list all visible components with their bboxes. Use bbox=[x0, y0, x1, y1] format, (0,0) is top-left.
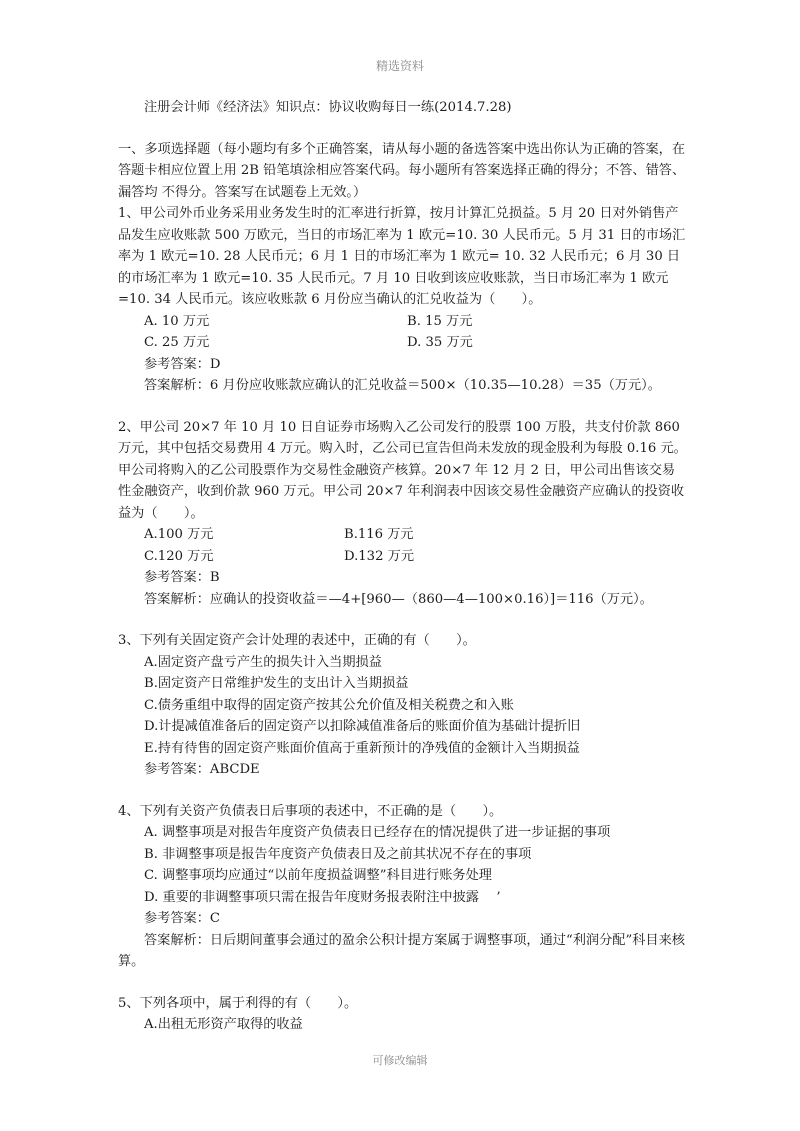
option-e: E.持有待售的固定资产账面价值高于重新预计的净残值的金额计入当期损益 bbox=[144, 740, 580, 756]
option-a: A. 10 万元 bbox=[144, 313, 210, 329]
reference-answer: 参考答案：B bbox=[144, 570, 220, 585]
option-d: D.132 万元 bbox=[344, 548, 415, 564]
option-b: B.116 万元 bbox=[344, 527, 414, 542]
option-c: C. 25 万元 bbox=[144, 335, 210, 350]
option-a: A.100 万元 bbox=[144, 527, 214, 542]
page-footer: 可修改编辑 bbox=[372, 1054, 428, 1067]
reference-answer: 参考答案：ABCDE bbox=[144, 762, 260, 777]
option-a: A.固定资产盘亏产生的损失计入当期损益 bbox=[144, 654, 382, 670]
question-5 bbox=[118, 993, 688, 1036]
option-b: B.固定资产日常维护发生的支出计入当期损益 bbox=[144, 676, 409, 691]
question-2 bbox=[118, 417, 688, 611]
question-1 bbox=[118, 203, 688, 397]
option-b: B. 15 万元 bbox=[407, 313, 473, 329]
question-stem: 1、甲公司外币业务采用业务发生时的汇率进行折算，按月计算汇兑损益。5 月 20 日对外销售产品发生应收账款 500 万欧元，当日的市场汇率为 1 欧元=10. 30 人民币元。5 月 31 日的市场汇率为 1 欧元=10. 28 人民币元；6 月 1 日的市场汇率为 1 欧元= 10. 32 人民币元；6 月 30 日的市场汇率为 1 欧元=10. 35 人民币元。7 月 10 日收到该应收账款，当日市场汇率为 1 欧元=10. 34 人民币元。该应收账款 6 月份应当确认的汇兑收益为（ ）。 bbox=[118, 206, 686, 307]
answer-analysis: 答案解析：6 月份应收账款应确认的汇兑收益＝500×（10.35—10.28）＝35（万元）。 bbox=[144, 378, 661, 393]
question-3 bbox=[118, 630, 688, 781]
question-stem: 2、甲公司 20×7 年 10 月 10 日自证券市场购入乙公司发行的股票 100 万股，共支付价款 860 万元，其中包括交易费用 4 万元。购入时，乙公司已宣告但尚未发放的现金股利为每股 0.16 元。甲公司将购入的乙公司股票作为交易性金融资产核算。20×7 年 12 月 2 日，甲公司出售该交易性金融资产，收到价款 960 万元。甲公司 20×7 年利润表中因该交易性金融资产应确认的投资收益为（ ）。 bbox=[118, 419, 687, 521]
option-a: A. 调整事项是对报告年度资产负债表日已经存在的情况提供了进一步证据的事项 bbox=[144, 825, 611, 840]
option-b: B. 非调整事项是报告年度资产负债表日及之前其状况不存在的事项 bbox=[144, 846, 532, 862]
reference-answer: 参考答案：D bbox=[144, 356, 221, 372]
reference-answer: 参考答案：C bbox=[144, 911, 221, 926]
option-d: D. 重要的非调整事项只需在报告年度财务报表附注中披露 ’ bbox=[144, 889, 501, 905]
option-a: A.出租无形资产取得的收益 bbox=[144, 1017, 303, 1032]
section-intro: 一、多项选择题（每小题均有多个正确答案，请从每小题的备选答案中选出你认为正确的答案，在答题卡相应位置上用 2B 铅笔填涂相应答案代码。每小题所有答案选择正确的得分；不答、错答、漏答均 不得分。答案写在试题卷上无效。） bbox=[118, 141, 686, 200]
option-d: D. 35 万元 bbox=[407, 335, 473, 350]
option-c: C.债务重组中取得的固定资产按其公允价值及相关税费之和入账 bbox=[144, 697, 514, 713]
question-stem: 3、下列有关固定资产会计处理的表述中，正确的有（ ）。 bbox=[118, 633, 476, 648]
answer-analysis: 答案解析：应确认的投资收益＝—4+[960—（860—4—100×0.16）]＝116（万元）。 bbox=[144, 591, 653, 607]
question-stem: 4、下列有关资产负债表日后事项的表述中，不正确的是（ ）。 bbox=[118, 803, 503, 819]
document-title: 注册会计师《经济法》知识点：协议收购每日一练(2014.7.28) bbox=[144, 100, 512, 115]
option-d: D.计提减值准备后的固定资产以扣除减值准备后的账面价值为基础计提折旧 bbox=[144, 719, 581, 734]
option-c: C.120 万元 bbox=[144, 548, 214, 564]
option-c: C. 调整事项均应通过“以前年度损益调整”科目进行账务处理 bbox=[144, 868, 492, 883]
page-header: 精选资料 bbox=[375, 59, 424, 73]
document-body bbox=[118, 97, 688, 1036]
question-4 bbox=[118, 801, 688, 973]
answer-analysis: 答案解析：日后期间董事会通过的盈余公积计提方案属于调整事项，通过“利润分配”科目来核算。 bbox=[118, 932, 685, 969]
question-stem: 5、下列各项中，属于利得的有（ ）。 bbox=[118, 995, 358, 1011]
